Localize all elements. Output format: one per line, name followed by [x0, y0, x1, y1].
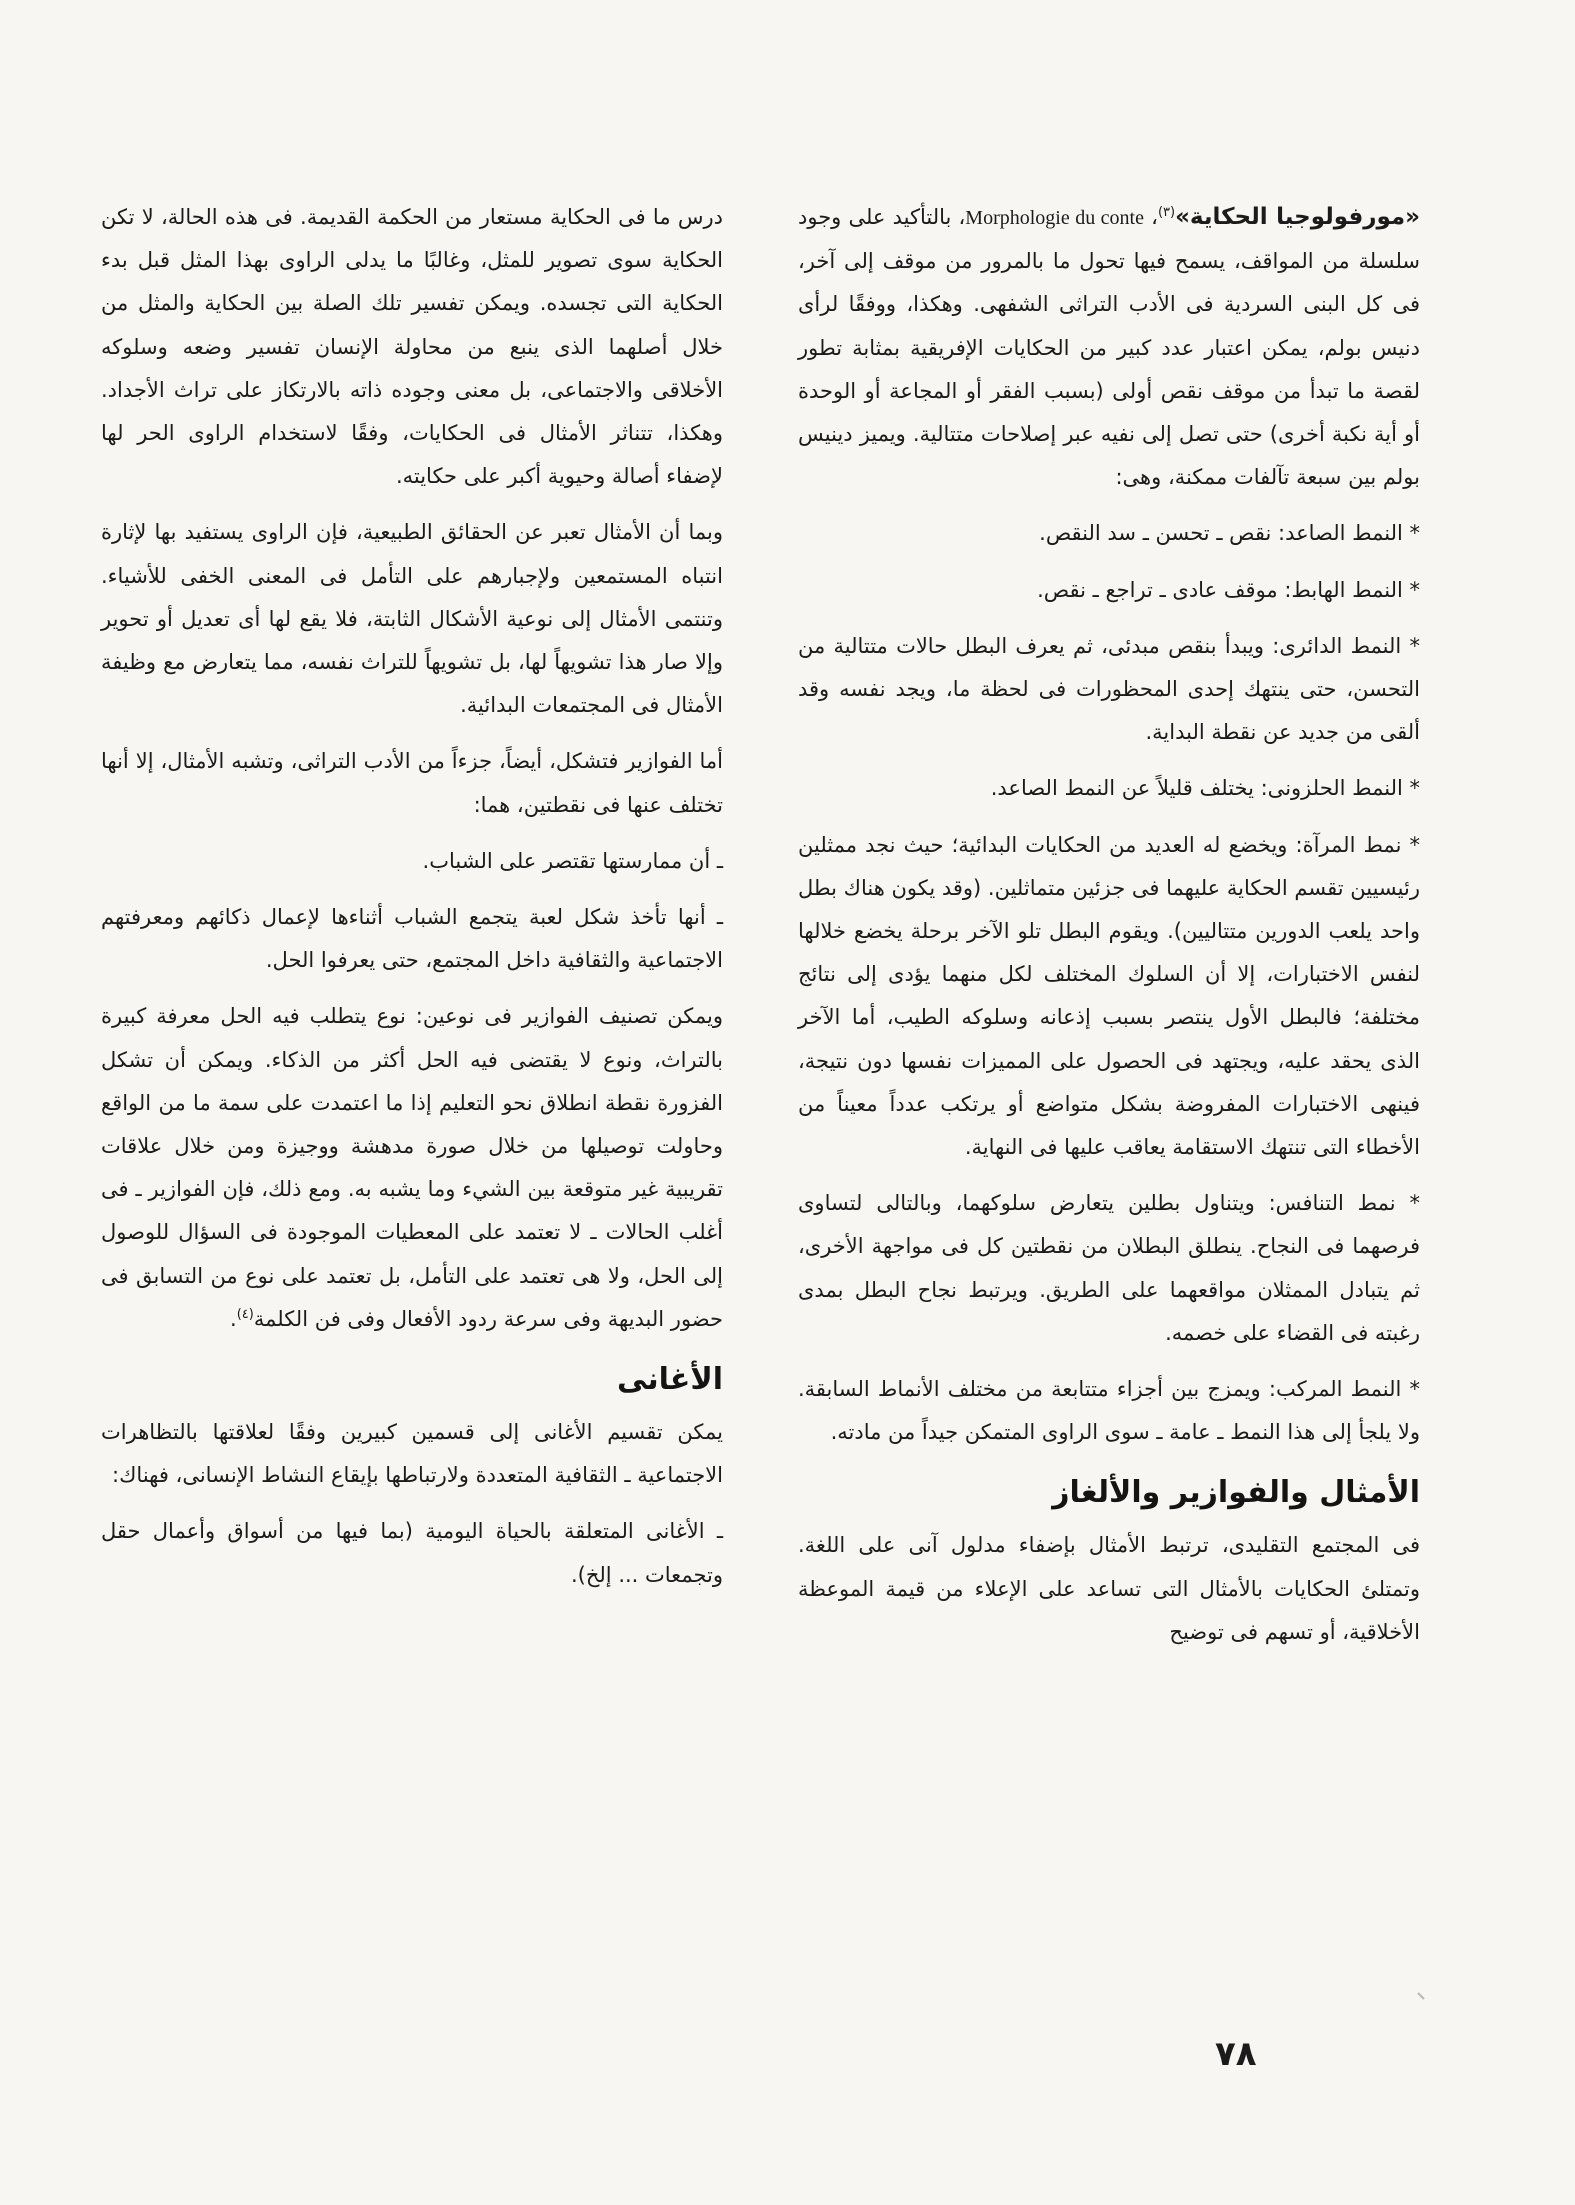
riddles-paragraph-1: أما الفوازير فتشكل، أيضاً، جزءاً من الأدب التراثى، وتشبه الأمثال، إلا أنها تختلف عنها فى نقطتين، هما:: [101, 749, 723, 817]
songs-paragraph-1: يمكن تقسيم الأغانى إلى قسمين كبيرين وفقًا لعلاقتها بالتظاهرات الاجتماعية ـ الثقافية المتعددة ولارتباطها بإيقاع النشاط الإنسانى، فهناك:: [101, 1420, 723, 1488]
pattern-descending: * النمط الهابط: موقف عادى ـ تراجع ـ نقص.: [1037, 577, 1420, 602]
heading-songs: الأغانى: [617, 1362, 723, 1398]
proverbs-paragraph-1: درس ما فى الحكاية مستعار من الحكمة القديمة. فى هذه الحالة، لا تكن الحكاية سوى تصوير للمثل، وغالبًا ما يدلى الراوى بهذا المثل قبل بدء الحكاية التى تجسده. ويمكن تفسير تلك الصلة بين الحكاية والمثل من خلال أصلهما الذى ينبع من محاولة الإنسان تفسير وضعه وسلوكه الأخلاقى والاجتماعى، بل معنى وجوده ذاته بالارتكاز على تراث الأجداد. وهكذا، تتناثر الأمثال فى الحكايات، وفقًا لاستخدام الراوى الحر لها لإضفاء أصالة وحيوية أكبر على حكايته.: [101, 205, 723, 489]
footnote-ref-4: (٤): [236, 1306, 254, 1322]
book-title: «مورفولوجيا الحكاية»: [1175, 204, 1421, 230]
pattern-mirror: * نمط المرآة: ويخضع له العديد من الحكايات البدائية؛ حيث نجد ممثلين رئيسيين تقسم الحكاية عليهما فى جزئين متماثلين. (وقد يكون هناك بطل واحد يلعب الدورين متتاليين). ويقوم البطل تلو الآخر برحلة يخضع خلالها لنفس الاختبارات، إلا أن السلوك المختلف لكل منهما يؤدى إلى نتائج مختلفة؛ فالبطل الأول ينتصر بسبب إذعانه وسلوكه الطيب، أما الآخر الذى يحقد عليه، ويجتهد فى الحصول على المميزات نفسها دون نتيجة، فينهى الاختبارات المفروضة بشكل متواضع أو يرتكب عدداً معيناً من الأخطاء التى تنتهك الاستقامة يعاقب عليها فى النهاية.: [798, 832, 1420, 1160]
riddles-point-1: ـ أن ممارستها تقتصر على الشباب.: [422, 848, 723, 873]
intro-text: بالتأكيد على وجود سلسلة من المواقف، يسمح فيها تحول ما بالمرور من موقف إلى آخر، فى كل البنى السردية فى الأدب التراثى الشفهى. وهكذا، ووفقًا لرأى دنيس بولم، يمكن اعتبار عدد كبير من الحكايات الإفريقية بمثابة تطور لقصة ما تبدأ من موقف نقص أولى (بسبب الفقر أو المجاعة أو الوحدة أو أية نكبة أخرى) حتى تصل إلى نفيه عبر إصلاحات متتالية. ويميز دينيس بولم بين سبعة تآلفات ممكنة، وهى:: [798, 205, 1420, 490]
pattern-competition: * نمط التنافس: ويتناول بطلين يتعارض سلوكهما، وبالتالى لتساوى فرصهما فى النجاح. ينطلق البطلان من نقطتين كل فى مواجهة الأخرى، ثم يتبادل الممثلان مواقعهما على الطريق. ويرتبط نجاح البطل بمدى رغبته فى القضاء على خصمه.: [798, 1191, 1420, 1345]
pattern-spiral: * النمط الحلزونى: يختلف قليلاً عن النمط الصاعد.: [990, 776, 1420, 801]
page-number: ٧٨: [1215, 2034, 1257, 2074]
proverbs-paragraph-2: وبما أن الأمثال تعبر عن الحقائق الطبيعية، فإن الراوى يستفيد بها لإثارة انتباه المستمعين ولإجبارهم على التأمل فى المعنى الخفى للأشياء. وتنتمى الأمثال إلى نوعية الأشكال الثابتة، فلا يقع لها أى تعديل أو تحوير وإلا صار هذا تشويهاً لها، بل تشويهاً للتراث نفسه، مما يتعارض مع وظيفة الأمثال فى المجتمعات البدائية.: [101, 520, 723, 718]
scan-speck-mark: [1418, 1993, 1424, 1999]
intro-paragraph: «مورفولوجيا الحكاية»$^{(٣)}$، Morphologie du conte، بالتأكيد على وجود سلسلة من المواقف، يسمح فيها تحول ما بالمرور من موقف إلى آخر، فى كل البنى السردية فى الأدب التراثى الشفهى. وهكذا، ووفقًا لرأى دنيس بولم، يمكن اعتبار عدد كبير من الحكايات الإفريقية بمثابة تطور لقصة ما تبدأ من موقف نقص أولى (بسبب الفقر أو المجاعة أو الوحدة أو أية نكبة أخرى) حتى تصل إلى نفيه عبر إصلاحات متتالية. ويميز دينيس بولم بين سبعة تآلفات ممكنة، وهى:: [798, 204, 1421, 490]
riddles-paragraph-2: [101, 995, 723, 1341]
songs-paragraph-2: ـ الأغانى المتعلقة بالحياة اليومية (بما فيها من أسواق وأعمال حقل وتجمعات ... إلخ).: [101, 1519, 723, 1587]
left-column: [101, 196, 723, 1597]
riddles-text: ويمكن تصنيف الفوازير فى نوعين: نوع يتطلب فيه الحل معرفة كبيرة بالتراث، ونوع لا يقتضى فيه الحل أكثر من الذكاء. ويمكن أن تشكل الفزورة نقطة انطلاق نحو التعليم إذا ما اعتمدت على سمة ما من الواقع وحاولت توصيلها من خلال صورة مدهشة ووجيزة ومن خلال علاقات تقريبية غير متوقعة بين الشيء وما يشبه به. ومع ذلك، فإن الفوازير ـ فى أغلب الحالات ـ لا تعتمد على المعطيات الموجودة فى السؤال للوصول إلى الحل، ولا هى تعتمد على التأمل، بل تعتمد على نوع من التسابق فى حضور البديهة وفى سرعة ردود الأفعال وفى فن الكلمة: [101, 1004, 723, 1331]
pattern-compound: * النمط المركب: ويمزج بين أجزاء متتابعة من مختلف الأنماط السابقة. ولا يلجأ إلى هذا النمط ـ عامة ـ سوى الراوى المتمكن جيداً من مادته.: [798, 1377, 1420, 1445]
heading-proverbs: الأمثال والفوازير والألغاز: [1052, 1475, 1420, 1511]
riddles-end: .: [230, 1306, 237, 1331]
pattern-circular: * النمط الدائرى: ويبدأ بنقص مبدئى، ثم يعرف البطل حالات متتالية من التحسن، حتى ينتهك إحدى المحظورات فى لحظة ما، ويجد نفسه وقد ألقى من جديد عن نقطة البداية.: [798, 633, 1420, 745]
footnote-ref-3: (٣): [1157, 205, 1176, 220]
latin-title: Morphologie du conte: [965, 207, 1144, 229]
riddles-point-2: ـ أنها تأخذ شكل لعبة يتجمع الشباب أثناءها لإعمال ذكائهم ومعرفتهم الاجتماعية والثقافية داخل المجتمع، حتى يعرفوا الحل.: [101, 905, 723, 973]
proverbs-intro: فى المجتمع التقليدى، ترتبط الأمثال بإضفاء مدلول آنى على اللغة. وتمتلئ الحكايات بالأمثال التى تساعد على الإعلاء من قيمة الموعظة الأخلاقية، أو تسهم فى توضيح: [798, 1533, 1420, 1644]
right-column: [798, 196, 1420, 1654]
pattern-ascending: * النمط الصاعد: نقص ـ تحسن ـ سد النقص.: [1039, 521, 1420, 546]
